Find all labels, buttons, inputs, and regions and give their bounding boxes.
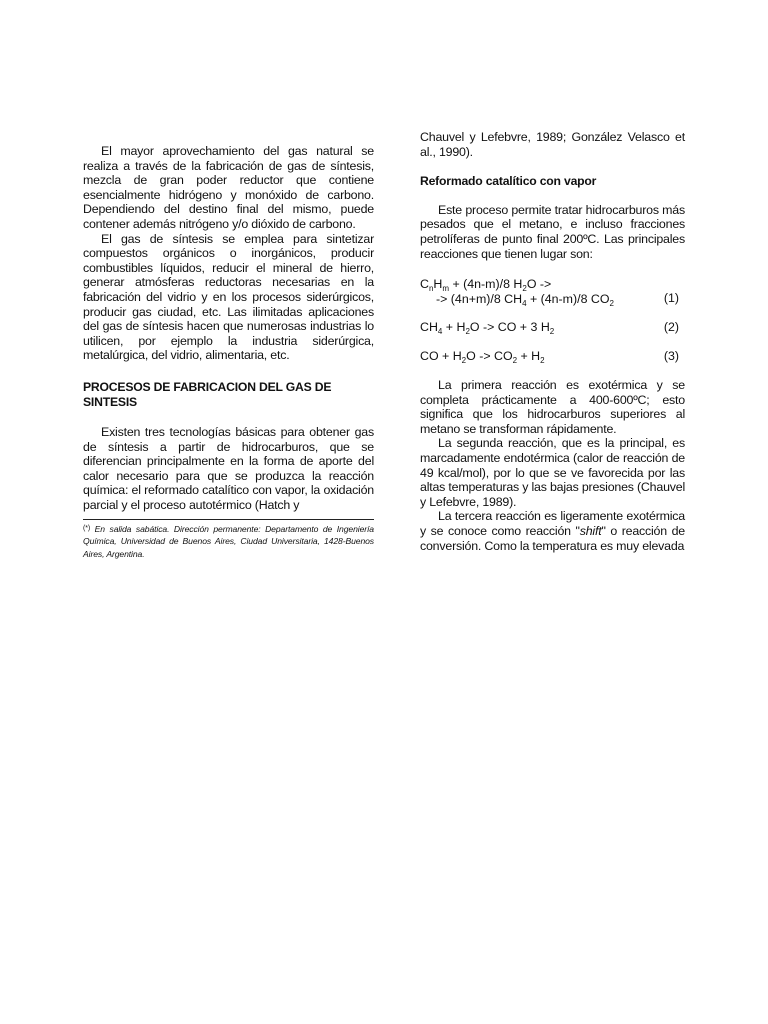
equation-number: (3) <box>663 349 679 363</box>
steam-reforming-paragraph: Este proceso permite tratar hidrocarburos más pesados que el metano, e incluso fracciones petrolíferas de punto final 200ºC. Las principales reacciones que tienen lugar son: <box>420 202 685 261</box>
equation-3: CO + $H_2O -> CO_2 + H_2$ (3) <box>420 349 679 365</box>
third-reaction-text-start: La tercera reacción es ligeramente exotérmica y se conoce como reacción " <box>420 509 685 538</box>
section-heading-processes: PROCESOS DE FABRICACION DEL GAS DE SINTESIS <box>83 379 332 409</box>
applications-paragraph: El gas de síntesis se emplea para sintetizar compuestos orgánicos o inorgánicos, producir combustibles líquidos, reducir el mineral de hierro, generar atmósferas reductoras necesarias en la fabricación del vidrio y en los procesos siderúrgicos, producir gas ciudad, etc. Las ilimitadas aplicaciones del gas de síntesis hacen que numerosas industrias lo utilicen, por ejemplo la industria siderúrgica, metalúrgica, del vidrio, alimentaria, etc. <box>83 231 374 363</box>
footnote <box>83 523 374 560</box>
right-column <box>420 0 685 261</box>
footnote-marker: (*) <box>83 525 91 532</box>
equation-number: (1) <box>663 291 679 305</box>
third-reaction-text-end: " o reacción de conversión. Como la temperatura es muy elevada <box>420 523 685 553</box>
third-reaction-paragraph <box>420 509 685 553</box>
section-heading-steam-reforming: Reformado catalítico con vapor <box>420 174 597 189</box>
equation-number: (2) <box>663 320 679 334</box>
intro-paragraph: El mayor aprovechamiento del gas natural se realiza a través de la fabricación de gas de síntesis, mezcla de gran poder reductor que contiene esencialmente hidrógeno y monóxido de carbono. Dependiendo del destino final del mismo, puede contener además nitrógeno y/o dióxido de carbono. <box>83 144 374 231</box>
equation-2: $CH_4 + H_2O$ -> CO + 3 $H_2$ (2) <box>420 320 679 336</box>
technologies-paragraph: Existen tres tecnologías básicas para obtener gas de síntesis a partir de hidrocarburos, que se diferencian principalmente en la forma de aporte del calor necesario para que se produzca la reacción química: el reformado catalítico con vapor, la oxidación parcial y el proceso autotérmico (Hatch y <box>83 425 374 513</box>
right-column-lower <box>420 378 685 553</box>
continued-citation-paragraph: Chauvel y Lefebvre, 1989; González Velasco et al., 1990). <box>420 130 685 159</box>
equation-1: $C_nH_m + (4n-m)/8$ $H_2O$ -> -> (4n+m)/8 $CH_4 + (4n-m)/8$ $CO_2$ (1) <box>420 277 679 308</box>
footnote-text: En salida sabática. Dirección permanente: Departamento de Ingeniería Química, Universidad de Buenos Aires, Ciudad Universitaria, 1428-Buenos Aires, Argentina. <box>83 524 374 559</box>
first-reaction-paragraph: La primera reacción es exotérmica y se completa prácticamente a 400-600ºC; esto significa que los hidrocarburos superiores al metano se transforman rápidamente. <box>420 378 685 436</box>
footnote-divider <box>83 519 374 520</box>
shift-term: shift <box>579 523 602 538</box>
second-reaction-paragraph: La segunda reacción, que es la principal, es marcadamente endotérmica (calor de reacción de 49 kcal/mol), por lo que se ve favorecida por las altas temperaturas y las bajas presiones (Chauvel y Lefebvre, 1989). <box>420 436 685 509</box>
left-column <box>83 0 374 513</box>
